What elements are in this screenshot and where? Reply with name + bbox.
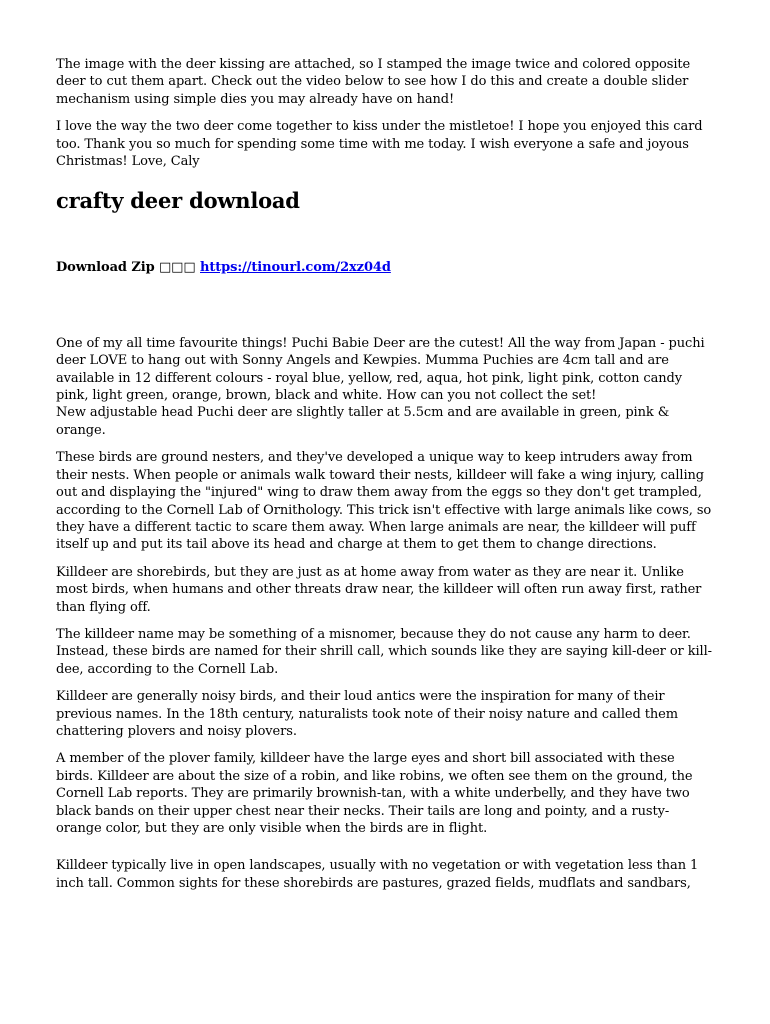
puchi-line-1: One of my all time favourite things! Puchi Babie Deer are the cutest! All the way from Japan - puchi deer LOVE to hang out with Sonny Angels and Kewpies. Mumma Puchies are 4cm tall and are available in 12 different colours - royal blue, yellow, red, aqua, hot pink, light pink, cotton candy pink, light green, orange, brown, black and white. How can you not collect the set!	[56, 335, 705, 404]
puchi-line-2: New adjustable head Puchi deer are slightly taller at 5.5cm and are available in green, pink & orange.	[56, 405, 670, 438]
intro-paragraph-2: I love the way the two deer come together to kiss under the mistletoe! I hope you enjoyed this card too. Thank you so much for spending some time with me today. I wish everyone a safe and joyous Christmas! Love, Caly	[56, 119, 703, 170]
download-link[interactable]: https://tinourl.com/2xz04d	[200, 260, 391, 276]
body-paragraph-5: A member of the plover family, killdeer have the large eyes and short bill associated with these birds. Killdeer are about the size of a robin, and like robins, we often see them on the ground, the Cornell Lab reports. They are primarily brownish-tan, with a white underbelly, and they have two black bands on their upper chest near their necks. Their tails are long and pointy, and a rusty-orange color, but they are only visible when the birds are in flight.	[56, 751, 693, 836]
body-paragraph-1: These birds are ground nesters, and they've developed a unique way to keep intruders away from their nests. When people or animals walk toward their nests, killdeer will fake a wing injury, calling out and displaying the "injured" wing to draw them away from the eggs so they don't get trampled, according to the Cornell Lab of Ornithology. This trick isn't effective with large animals like cows, so they have a different tactic to scare them away. When large animals are near, the killdeer will puff itself up and put its tail above its head and charge at them to get them to change directions.	[56, 450, 712, 553]
body-paragraph-3: The killdeer name may be something of a misnomer, because they do not cause any harm to deer. Instead, these birds are named for their shrill call, which sounds like they are saying kill-deer or kill-dee, according to the Cornell Lab.	[56, 626, 712, 677]
puchi-paragraph	[56, 335, 714, 439]
intro-paragraph-1: The image with the deer kissing are attached, so I stamped the image twice and colored opposite deer to cut them apart. Check out the video below to see how I do this and create a double slider mechanism using simple dies you may already have on hand!	[56, 57, 691, 107]
page-heading: crafty deer download	[56, 188, 300, 214]
download-glyphs: □□□	[159, 260, 196, 276]
body-paragraph-4: Killdeer are generally noisy birds, and their loud antics were the inspiration for many of their previous names. In the 18th century, naturalists took note of their noisy nature and called them chattering plovers and noisy plovers.	[56, 689, 678, 739]
spacer	[56, 277, 714, 335]
body-paragraph-2: Killdeer are shorebirds, but they are just as at home away from water as they are near it. Unlike most birds, when humans and other threats draw near, the killdeer will often run away first, rather than flying off.	[56, 564, 702, 615]
download-line	[56, 259, 714, 276]
body-paragraph-6: Killdeer typically live in open landscapes, usually with no vegetation or with vegetation less than 1 inch tall. Common sights for these shorebirds are pastures, grazed fields, mudflats and sandbars,	[56, 858, 699, 891]
download-label: Download Zip	[56, 260, 155, 276]
